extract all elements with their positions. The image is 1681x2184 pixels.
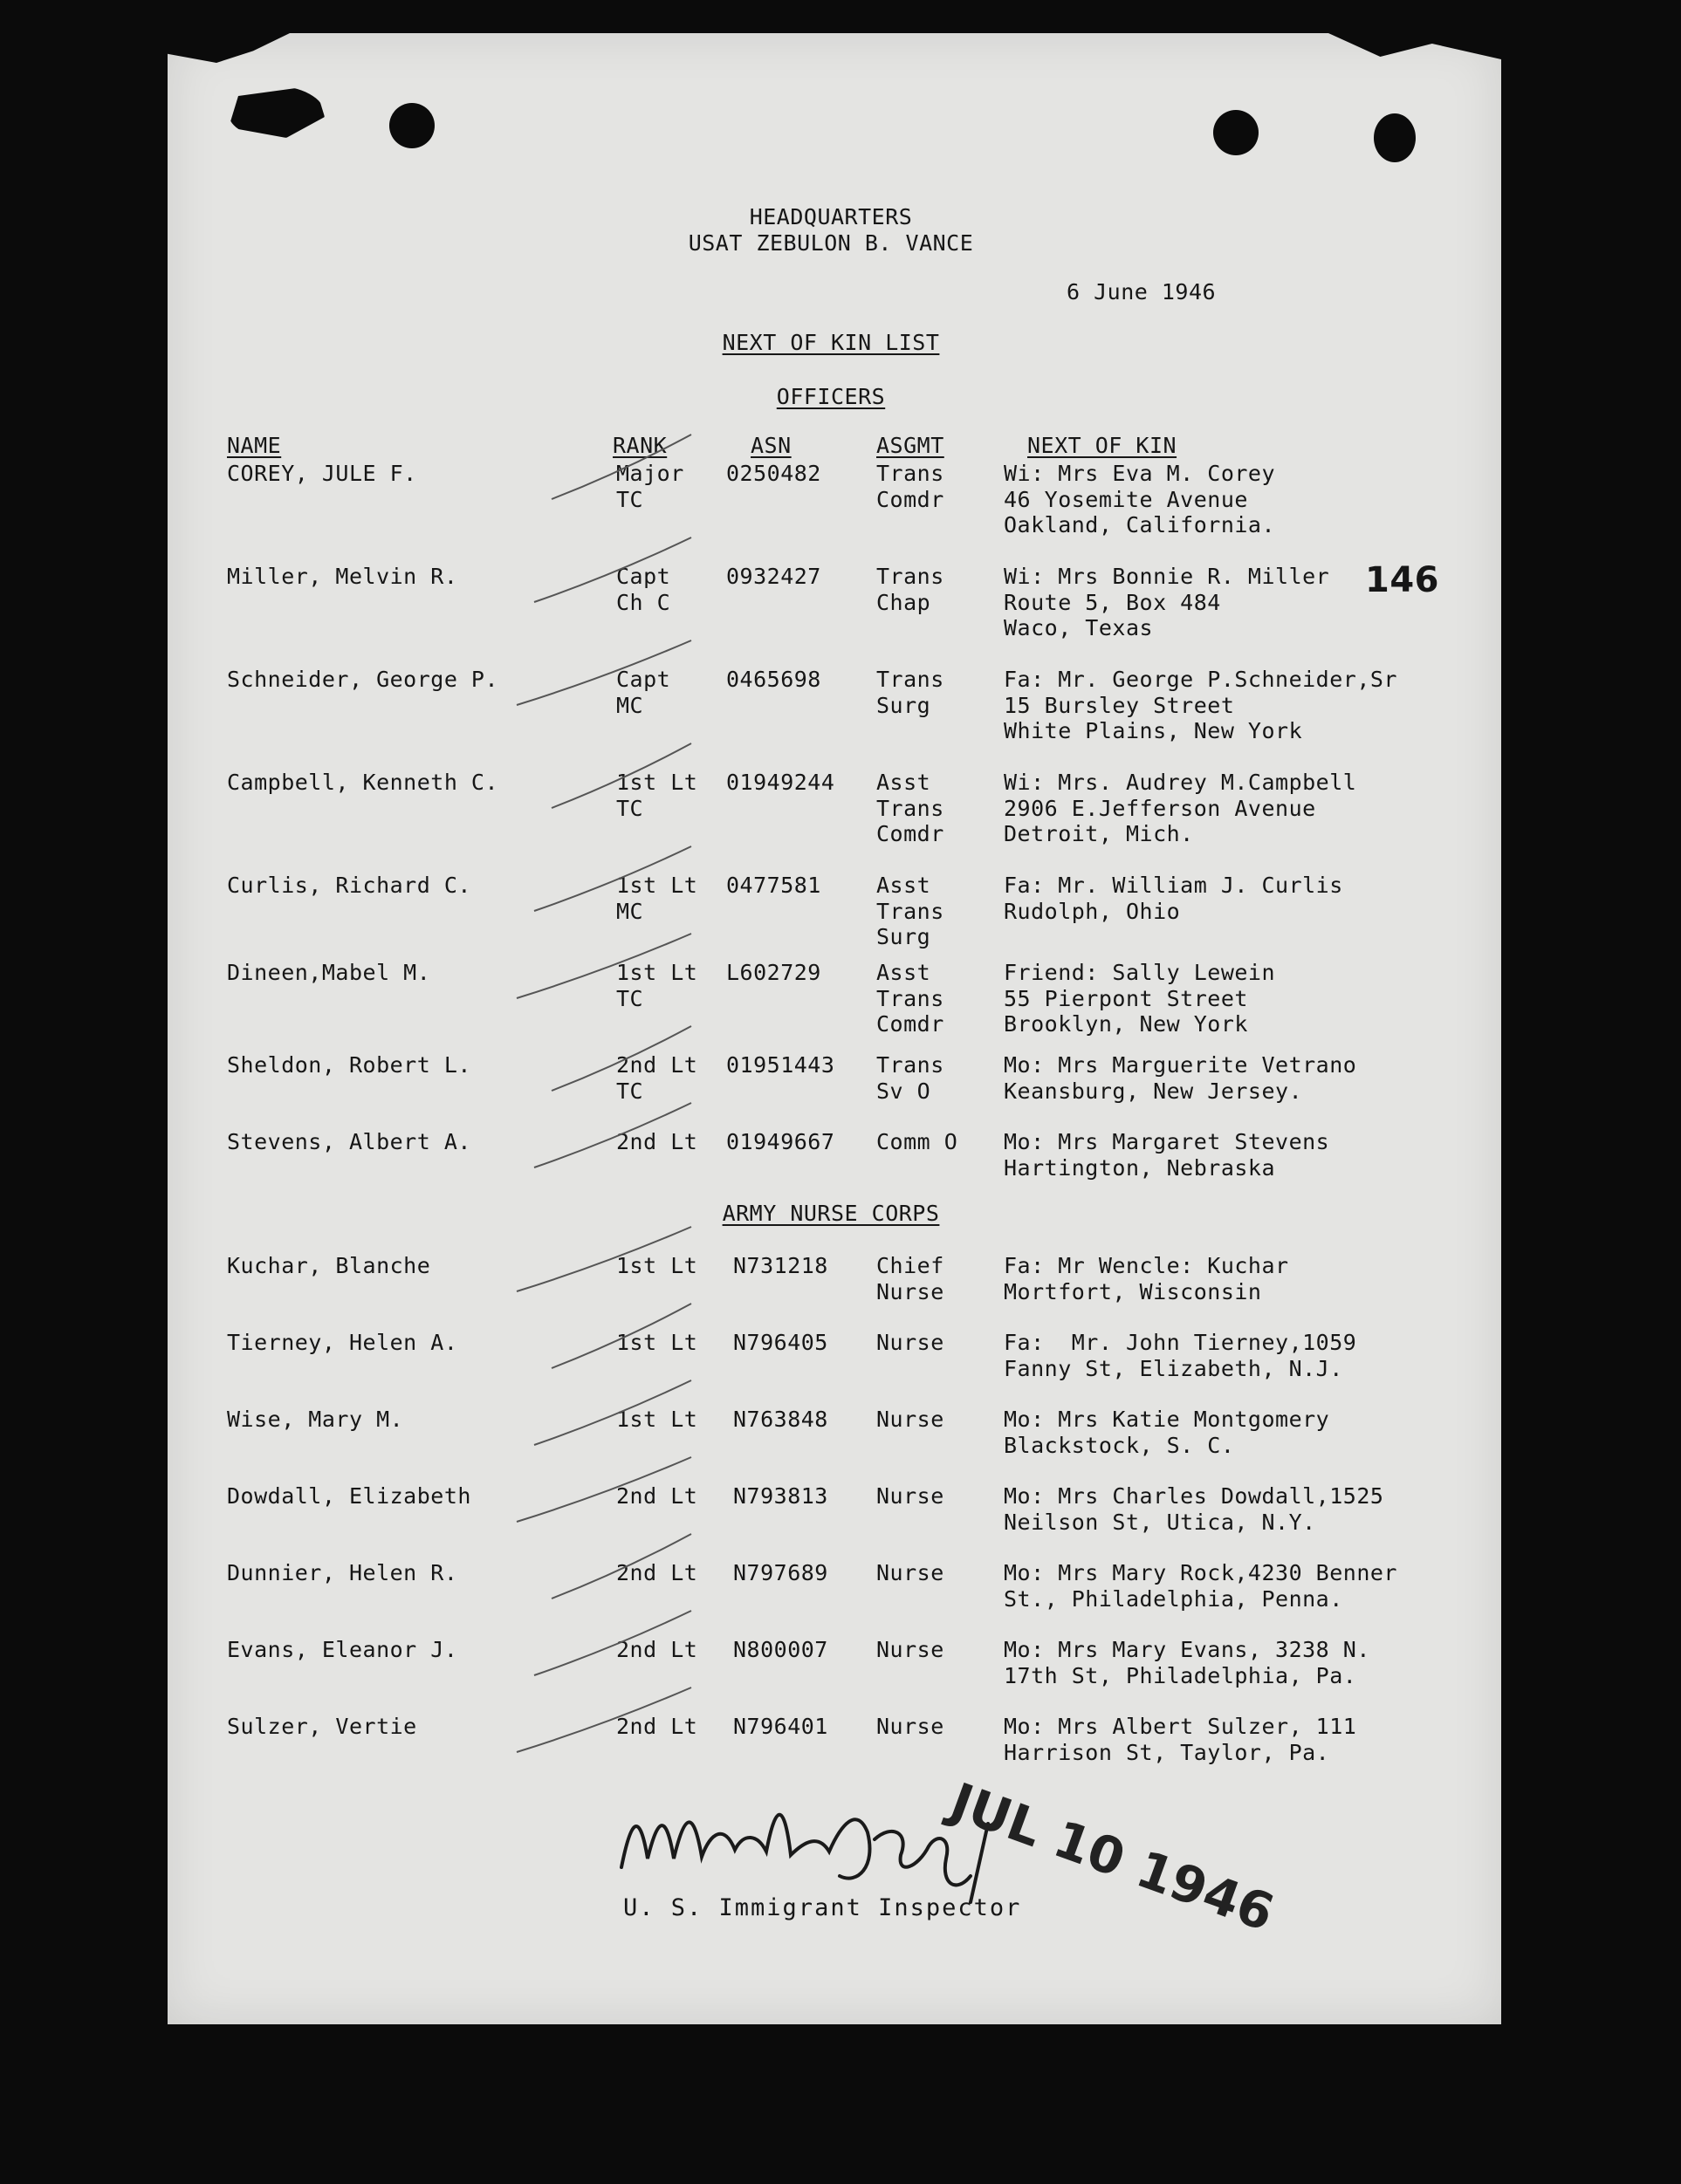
next-of-kin-cell: White Plains, New York [1004,718,1303,743]
asn-cell: 01951443 [726,1052,835,1078]
rank-cell: MC [616,692,644,718]
asn-cell: L602729 [726,960,821,985]
column-header-name: NAME [227,433,282,458]
assignment-cell: Asst [876,960,931,985]
rank-cell: 1st Lt [616,1330,698,1355]
asn-cell: 01949667 [726,1129,835,1154]
next-of-kin-cell: Blackstock, S. C. [1004,1432,1235,1458]
next-of-kin-cell: Mo: Mrs Marguerite Vetrano [1004,1052,1357,1078]
assignment-cell: Nurse [876,1483,944,1509]
person-name: Miller, Melvin R. [227,564,458,589]
asn-cell: 0250482 [726,461,821,486]
rank-cell: 1st Lt [616,873,698,898]
assignment-cell: Nurse [876,1637,944,1662]
rank-cell: TC [616,486,644,512]
next-of-kin-cell: St., Philadelphia, Penna. [1004,1585,1343,1612]
person-name: Curlis, Richard C. [227,873,471,898]
assignment-cell: Sv O [876,1078,931,1104]
assignment-cell: Nurse [876,1560,944,1585]
rank-cell: 1st Lt [616,960,698,985]
rank-cell: 2nd Lt [616,1483,698,1509]
person-name: COREY, JULE F. [227,461,417,486]
person-name: Stevens, Albert A. [227,1129,471,1154]
rank-cell: Capt [616,564,671,589]
rank-cell: 2nd Lt [616,1714,698,1739]
next-of-kin-cell: 2906 E.Jefferson Avenue [1004,795,1316,821]
assignment-cell: Comdr [876,1011,944,1037]
asn-cell: N763848 [733,1407,828,1432]
next-of-kin-cell: Wi: Mrs. Audrey M.Campbell [1004,770,1357,795]
column-header-next-of-kin: NEXT OF KIN [1027,433,1177,458]
header-line-1: HEADQUARTERS [749,204,913,229]
rank-cell: 2nd Lt [616,1129,698,1154]
person-name: Dineen,Mabel M. [227,960,431,985]
assignment-cell: Nurse [876,1278,944,1304]
asn-cell: 0932427 [726,564,821,589]
next-of-kin-cell: Neilson St, Utica, N.Y. [1004,1509,1316,1535]
next-of-kin-cell: Friend: Sally Lewein [1004,960,1276,985]
assignment-cell: Trans [876,795,944,821]
rank-cell: TC [616,1078,644,1104]
rank-cell: 2nd Lt [616,1560,698,1585]
person-name: Sheldon, Robert L. [227,1052,471,1078]
list-title: NEXT OF KIN LIST [722,330,940,355]
punch-hole-right-1 [1213,110,1259,155]
person-name: Schneider, George P. [227,667,499,692]
next-of-kin-cell: Detroit, Mich. [1004,821,1194,846]
assignment-cell: Comm O [876,1129,958,1154]
column-header-asn: ASN [751,433,792,458]
document-page [168,33,1501,2024]
column-header-asgmt: ASGMT [876,433,944,458]
person-name: Tierney, Helen A. [227,1330,458,1355]
asn-cell: 0465698 [726,667,821,692]
next-of-kin-cell: 17th St, Philadelphia, Pa. [1004,1662,1357,1688]
next-of-kin-cell: Brooklyn, New York [1004,1011,1248,1037]
document-date: 6 June 1946 [1067,279,1217,305]
rank-cell: TC [616,795,644,821]
next-of-kin-cell: Mortfort, Wisconsin [1004,1278,1262,1304]
rank-cell: 2nd Lt [616,1637,698,1662]
assignment-cell: Asst [876,873,931,898]
next-of-kin-cell: Waco, Texas [1004,615,1154,640]
person-name: Evans, Eleanor J. [227,1637,458,1662]
next-of-kin-cell: Harrison St, Taylor, Pa. [1004,1739,1330,1765]
rank-cell: Major [616,461,684,486]
header-line-2: USAT ZEBULON B. VANCE [688,230,974,256]
asn-cell: 0477581 [726,873,821,898]
next-of-kin-cell: Fa: Mr. John Tierney,1059 [1004,1330,1357,1355]
next-of-kin-cell: Wi: Mrs Bonnie R. Miller [1004,564,1330,589]
asn-cell: N797689 [733,1560,828,1585]
asn-cell: N800007 [733,1637,828,1662]
next-of-kin-cell: 15 Bursley Street [1004,692,1235,718]
next-of-kin-cell: Rudolph, Ohio [1004,898,1181,924]
next-of-kin-cell: 55 Pierpont Street [1004,985,1248,1011]
page-number: 146 [1365,560,1439,600]
assignment-cell: Chap [876,589,931,615]
next-of-kin-cell: 46 Yosemite Avenue [1004,486,1248,512]
punch-hole-left [389,103,435,148]
assignment-cell: Trans [876,667,944,692]
nurse-corps-title: ARMY NURSE CORPS [722,1201,940,1226]
next-of-kin-cell: Mo: Mrs Katie Montgomery [1004,1407,1330,1432]
next-of-kin-cell: Fanny St, Elizabeth, N.J. [1004,1355,1343,1381]
torn-edge-left [229,86,325,138]
person-name: Sulzer, Vertie [227,1714,417,1739]
person-name: Campbell, Kenneth C. [227,770,499,795]
asn-cell: 01949244 [726,770,835,795]
rank-cell: 2nd Lt [616,1052,698,1078]
next-of-kin-cell: Hartington, Nebraska [1004,1154,1276,1181]
assignment-cell: Comdr [876,486,944,512]
next-of-kin-cell: Fa: Mr Wencle: Kuchar [1004,1253,1289,1278]
next-of-kin-cell: Keansburg, New Jersey. [1004,1078,1303,1104]
assignment-cell: Trans [876,898,944,924]
assignment-cell: Nurse [876,1330,944,1355]
officers-title: OFFICERS [776,384,886,409]
assignment-cell: Nurse [876,1407,944,1432]
rank-cell: Capt [616,667,671,692]
next-of-kin-cell: Fa: Mr. George P.Schneider,Sr [1004,667,1397,692]
rank-cell: MC [616,898,644,924]
assignment-cell: Asst [876,770,931,795]
asn-cell: N796401 [733,1714,828,1739]
assignment-cell: Trans [876,461,944,486]
next-of-kin-cell: Mo: Mrs Charles Dowdall,1525 [1004,1483,1384,1509]
assignment-cell: Trans [876,564,944,589]
next-of-kin-cell: Mo: Mrs Mary Evans, 3238 N. [1004,1637,1370,1662]
next-of-kin-cell: Wi: Mrs Eva M. Corey [1004,461,1276,486]
assignment-cell: Nurse [876,1714,944,1739]
person-name: Kuchar, Blanche [227,1253,431,1278]
torn-corner-left [168,33,290,63]
received-date-stamp: JUL 10 1946 [943,1771,1282,1943]
person-name: Dunnier, Helen R. [227,1560,458,1585]
assignment-cell: Trans [876,985,944,1011]
next-of-kin-cell: Mo: Mrs Albert Sulzer, 111 [1004,1714,1357,1739]
asn-cell: N731218 [733,1253,828,1278]
punch-hole-right-2 [1374,113,1416,162]
person-name: Dowdall, Elizabeth [227,1483,471,1509]
rank-cell: Ch C [616,589,671,615]
assignment-cell: Surg [876,924,931,949]
column-header-rank: RANK [613,433,668,458]
asn-cell: N793813 [733,1483,828,1509]
next-of-kin-cell: Mo: Mrs Mary Rock,4230 Benner [1004,1560,1397,1585]
inspector-title: U. S. Immigrant Inspector [623,1894,1022,1921]
person-name: Wise, Mary M. [227,1407,404,1432]
rank-cell: 1st Lt [616,1253,698,1278]
asn-cell: N796405 [733,1330,828,1355]
torn-edge-top-right [1328,33,1501,59]
assignment-cell: Comdr [876,821,944,846]
rank-cell: 1st Lt [616,770,698,795]
assignment-cell: Trans [876,1052,944,1078]
assignment-cell: Chief [876,1253,944,1278]
next-of-kin-cell: Oakland, California. [1004,512,1276,537]
rank-cell: 1st Lt [616,1407,698,1432]
rank-cell: TC [616,985,644,1011]
next-of-kin-cell: Fa: Mr. William J. Curlis [1004,873,1343,898]
next-of-kin-cell: Mo: Mrs Margaret Stevens [1004,1129,1330,1154]
next-of-kin-cell: Route 5, Box 484 [1004,589,1221,615]
assignment-cell: Surg [876,692,931,718]
